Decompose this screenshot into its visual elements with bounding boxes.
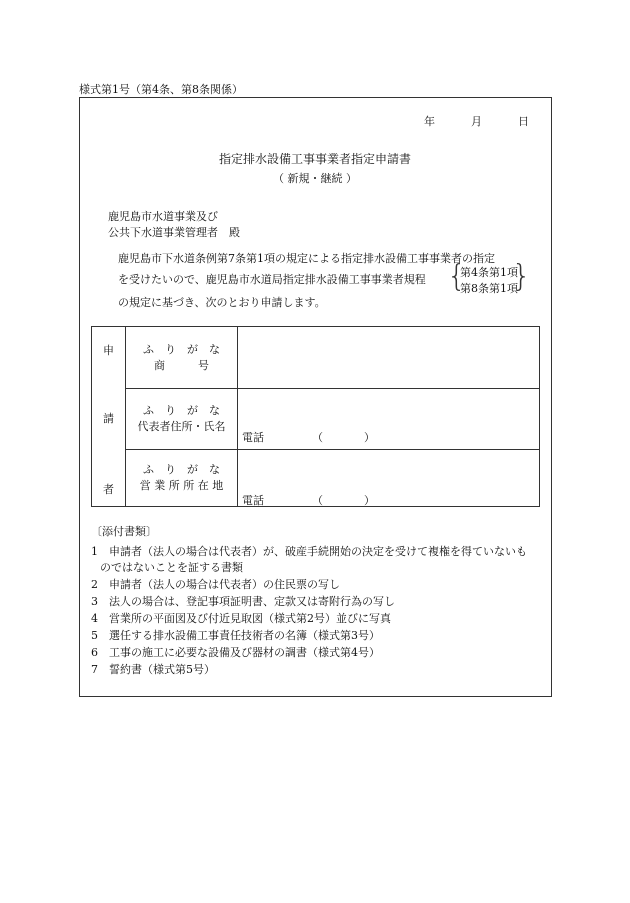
body-line-2: を受けたいので、鹿児島市水道局指定排水設備工事事業者規程	[118, 273, 426, 286]
right-brace: }	[511, 259, 531, 294]
representative-label-cell	[126, 389, 238, 450]
table-row	[92, 327, 540, 389]
trade-name-label: 商 号	[154, 358, 209, 372]
trade-name-label-cell	[126, 327, 238, 389]
brace-item-article-4: 第4条第1項	[460, 266, 518, 279]
attachments-heading: 〔添付書類〕	[91, 525, 157, 538]
body-line-1: 鹿児島市下水道条例第7条第1項の規定による指定排水設備工事事業者の指定	[118, 252, 495, 265]
office-location-label: 営 業 所 所 在 地	[139, 479, 224, 492]
representative-field[interactable]	[238, 389, 540, 450]
applicant-side-char-1: 申	[103, 344, 114, 357]
applicant-side-char-2: 請	[103, 412, 114, 425]
attachment-item: 6 工事の施工に必要な設備及び器材の調書（様式第4号）	[91, 646, 380, 659]
furigana-label: ふ り が な	[143, 342, 220, 356]
representative-phone-open-paren: （	[312, 431, 323, 444]
date-year-label: 年	[424, 115, 435, 128]
document-title: 指定排水設備工事事業者指定申請書	[218, 152, 411, 166]
office-phone-open-paren: （	[312, 494, 323, 507]
attachment-item: 5 選任する排水設備工事責任技術者の名簿（様式第3号）	[91, 629, 380, 642]
date-month-label: 月	[471, 115, 482, 128]
attachment-item: 1 申請者（法人の場合は代表者）が、破産手続開始の決定を受けて複権を得ていないも	[91, 545, 527, 558]
attachment-item: 2 申請者（法人の場合は代表者）の住民票の写し	[91, 578, 340, 591]
body-line-3: の規定に基づき、次のとおり申請します。	[118, 296, 326, 309]
brace-item-article-8: 第8条第1項	[460, 282, 518, 295]
attachment-item: 3 法人の場合は、登記事項証明書、定款又は寄附行為の写し	[91, 595, 395, 608]
furigana-label: ふ り が な	[143, 404, 220, 417]
office-location-label-cell	[126, 450, 238, 507]
representative-label: 代表者住所・氏名	[137, 420, 226, 433]
document-subtitle: （ 新規・継続 ）	[273, 172, 357, 185]
office-phone-label: 電話	[242, 494, 264, 507]
addressee-line-2: 公共下水道事業管理者 殿	[108, 226, 240, 239]
article-brace	[447, 259, 531, 296]
attachment-item-continuation: のではないことを証する書類	[100, 561, 243, 574]
addressee-line-1: 鹿児島市水道事業及び	[108, 210, 218, 223]
attachment-item: 4 営業所の平面図及び付近見取図（様式第2号）並びに写真	[91, 612, 391, 625]
office-phone-close-paren: ）	[364, 494, 375, 507]
trade-name-field[interactable]	[238, 327, 540, 389]
date-day-label: 日	[518, 115, 529, 128]
representative-phone-close-paren: ）	[364, 431, 375, 444]
furigana-label: ふ り が な	[143, 463, 220, 476]
applicant-table	[91, 326, 540, 507]
office-location-field[interactable]	[238, 450, 540, 507]
representative-phone-label: 電話	[242, 431, 264, 444]
form-reference: 様式第1号（第4条、第8条関係）	[79, 83, 243, 96]
left-brace: {	[447, 259, 467, 294]
attachment-item: 7 誓約書（様式第5号）	[91, 663, 215, 676]
applicant-side-char-3: 者	[103, 483, 114, 496]
